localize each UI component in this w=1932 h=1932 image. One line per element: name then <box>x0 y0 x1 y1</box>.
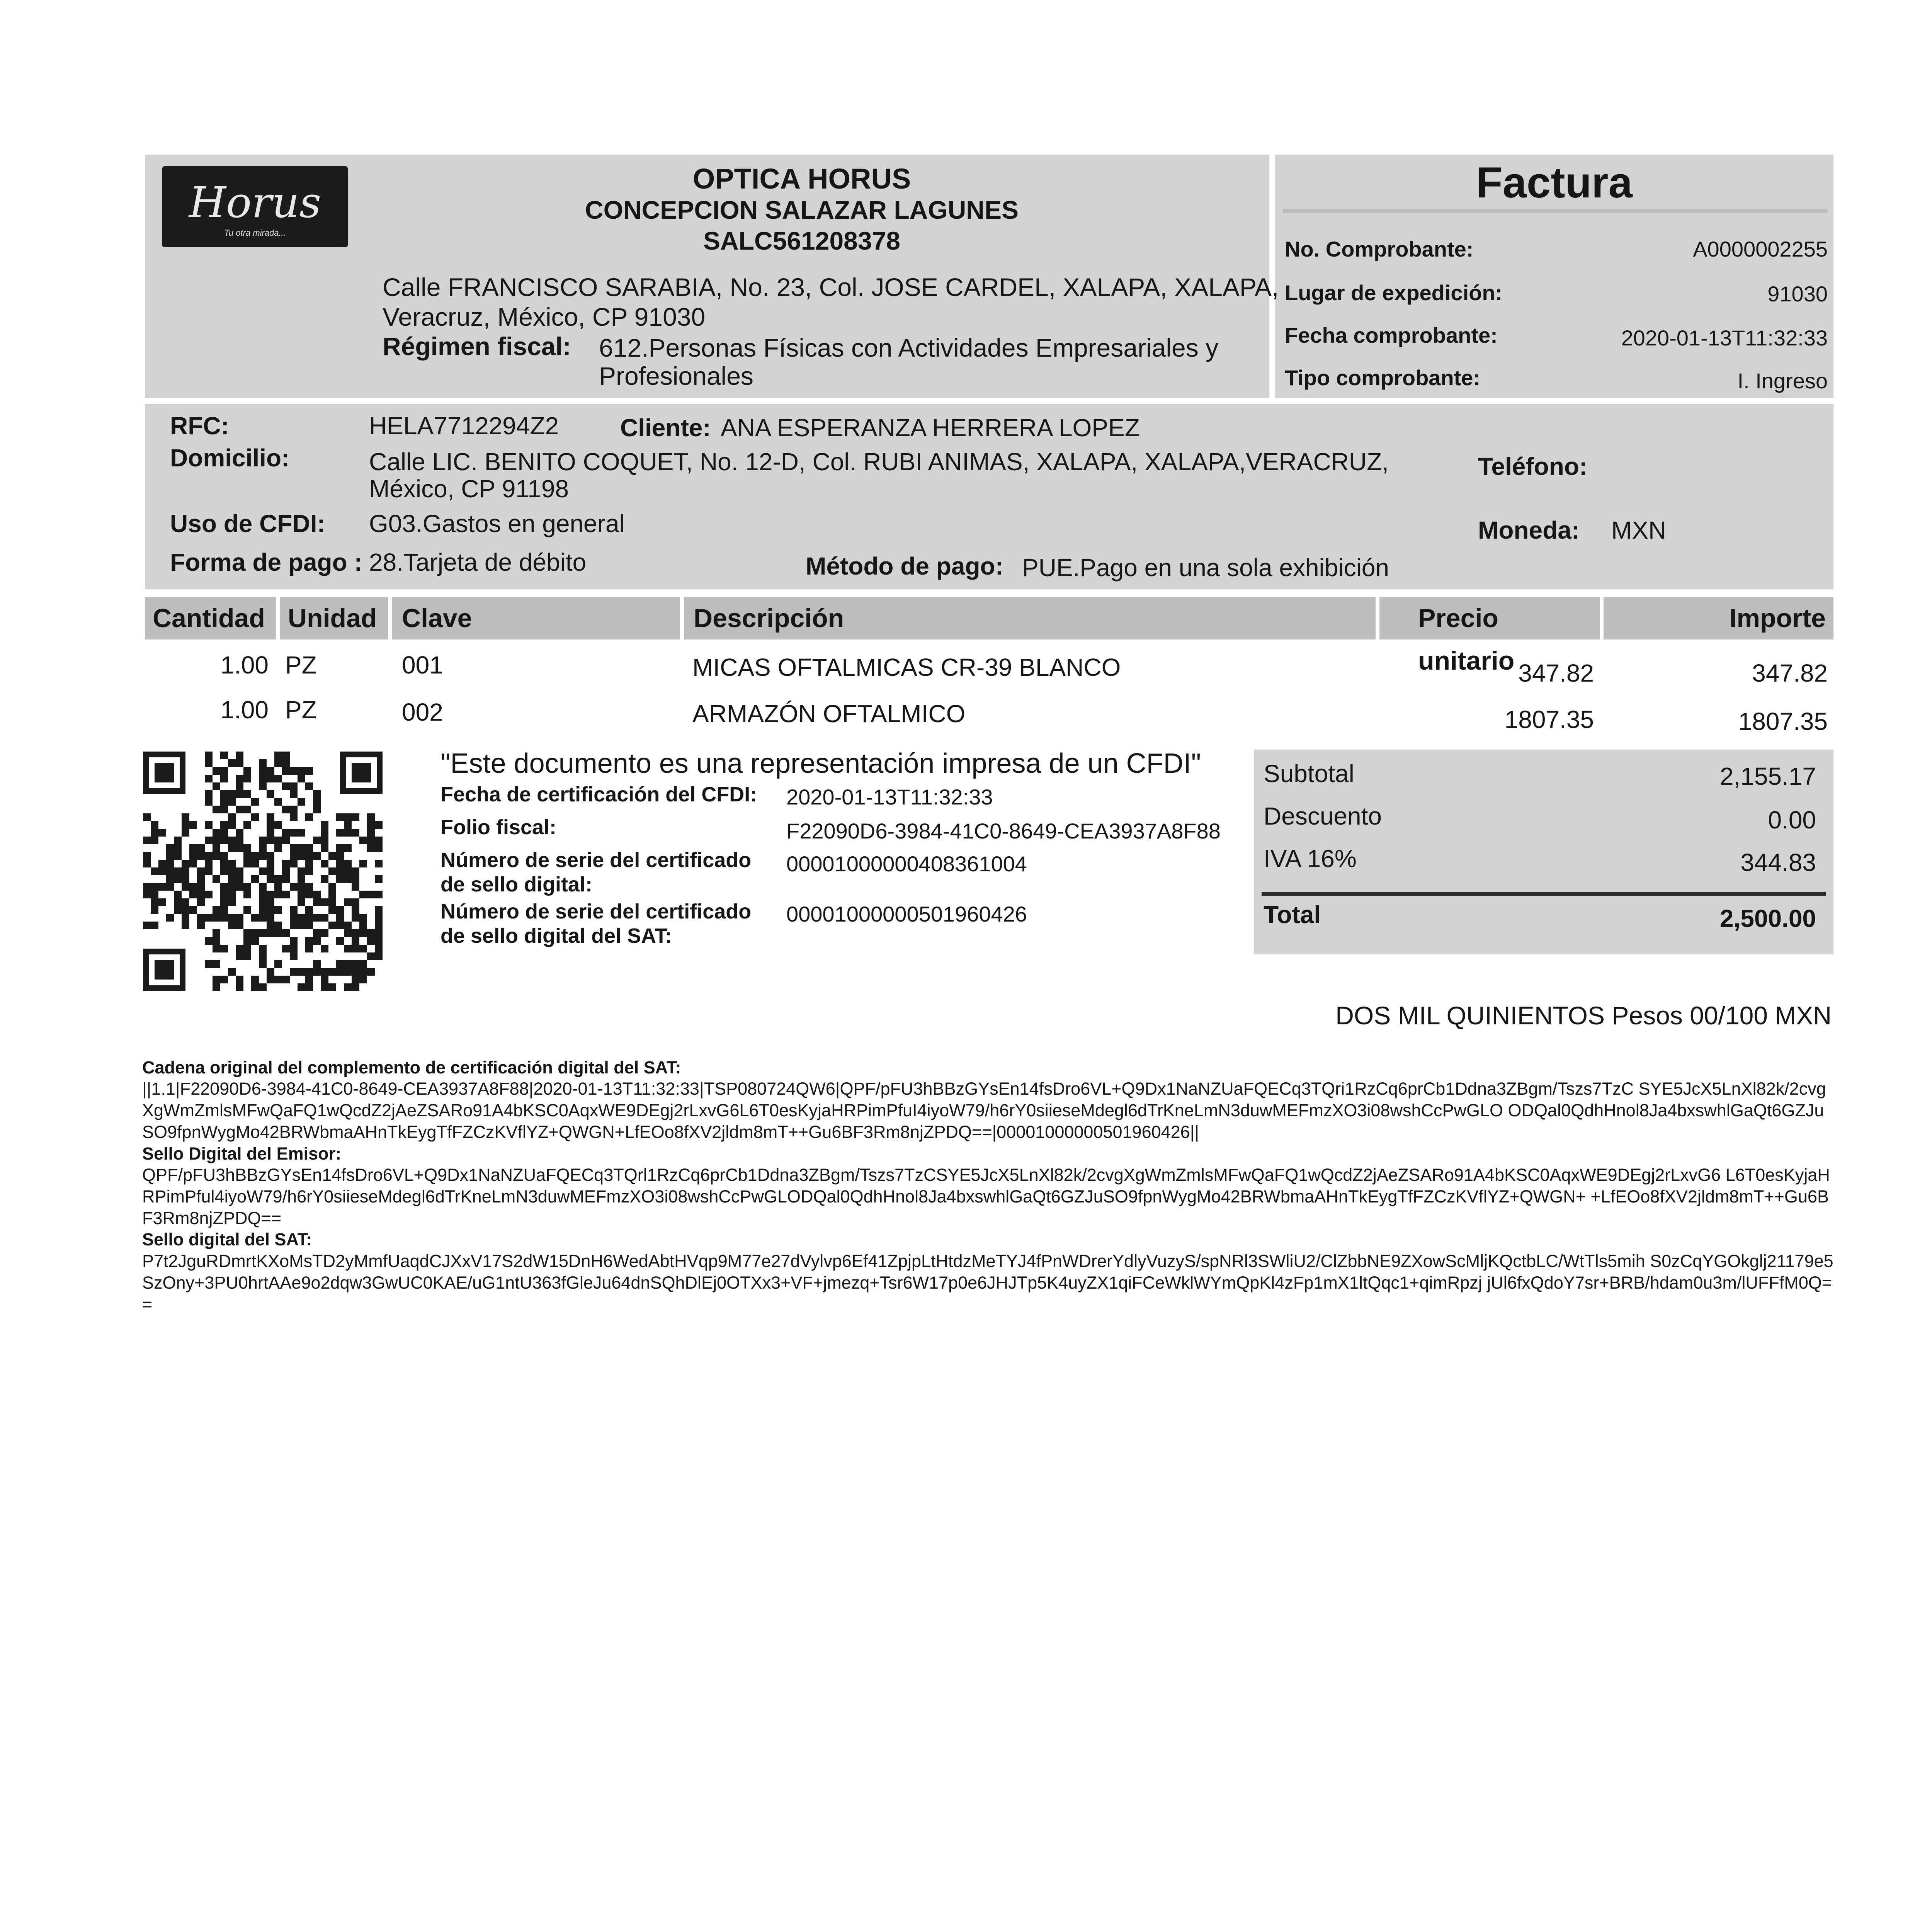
fecha-label: Fecha comprobante: <box>1285 323 1498 347</box>
issuer-address-line1: Calle FRANCISCO SARABIA, No. 23, Col. JOSE CARDEL, XALAPA, XALAPA, <box>383 273 1279 301</box>
sello-emisor-label: Sello Digital del Emisor: <box>142 1144 342 1163</box>
serie-label-2: de sello digital: <box>440 873 593 896</box>
comprobante-label: No. Comprobante: <box>1285 237 1474 261</box>
col-clave-header: Clave <box>392 597 680 639</box>
regimen-line2: Profesionales <box>599 362 753 390</box>
cell-unidad: PZ <box>285 651 317 679</box>
col-cantidad-header: Cantidad <box>145 597 276 639</box>
cell-precio: 1807.35 <box>1504 706 1594 733</box>
regimen-label: Régimen fiscal: <box>383 332 571 361</box>
qr-code <box>143 752 383 991</box>
company-logo <box>162 166 348 247</box>
uso-cfdi-label: Uso de CFDI: <box>170 510 325 537</box>
forma-pago-value: 28.Tarjeta de débito <box>369 548 587 576</box>
col-descripcion-header: Descripción <box>684 597 1376 639</box>
cell-clave: 001 <box>402 651 443 679</box>
fecha-cert-label: Fecha de certificación del CFDI: <box>440 783 757 806</box>
folio-value: F22090D6-3984-41C0-8649-CEA3937A8F88 <box>786 819 1221 843</box>
serie-value: 00001000000408361004 <box>786 852 1027 876</box>
cell-precio: 347.82 <box>1518 659 1594 687</box>
metodo-pago-label: Método de pago: <box>806 552 1003 580</box>
folio-label: Folio fiscal: <box>440 816 557 839</box>
cell-clave: 002 <box>402 698 443 726</box>
serie-sat-label-1: Número de serie del certificado <box>440 900 752 923</box>
telefono-label: Teléfono: <box>1478 452 1588 480</box>
domicilio-line2: México, CP 91198 <box>369 475 569 503</box>
issuer-rfc: SALC561208378 <box>703 226 901 255</box>
comprobante-value: A0000002255 <box>1693 237 1828 261</box>
issuer-address-line2: Veracruz, México, CP 91030 <box>383 303 706 331</box>
cell-unidad: PZ <box>285 696 317 724</box>
issuer-owner: CONCEPCION SALAZAR LAGUNES <box>585 196 1019 224</box>
uso-cfdi-value: G03.Gastos en general <box>369 510 625 537</box>
col-unidad-header: Unidad <box>280 597 388 639</box>
tipo-label: Tipo comprobante: <box>1285 366 1481 390</box>
domicilio-label: Domicilio: <box>170 444 290 472</box>
domicilio-line1: Calle LIC. BENITO COQUET, No. 12-D, Col. RUBI ANIMAS, XALAPA, XALAPA,VERACRUZ, <box>369 448 1389 476</box>
iva-label: IVA 16% <box>1264 845 1357 872</box>
totals-rule <box>1262 892 1826 896</box>
cliente-label: Cliente: <box>620 414 711 442</box>
sello-sat-value: P7t2JguRDmrtKXoMsTD2yMmfUaqdCJXxV17S2dW15DnH6WedAbtHVqp9M77e27dVylvp6Ef41ZpjpLtHtdzMeTYJ4fPnWDrerYdlyVuzyS/spNRl3SWliU2/ClZbbNE9ZXowScMljKQctbLC/WtTls5mih S0zCqYGOkglj21179e5SzOny+3PU0hrtAAe9o2dqw3GwUC0KAE/uG1ntU363fGleJu64dnSQhDlEj0OTXx3+VF+jmezq+Tsr6W17p0e6JHJTp5K4uyZX1qiFCeWklWYmQpKl4zFp1mX1ltQqc1+qimRpzj jUl6fxQdoY7sr+BRB/hdam0u3m/lUFFfM0Q== <box>142 1251 1833 1314</box>
lugar-value: 91030 <box>1767 282 1828 306</box>
logo-text: Horus <box>189 178 321 227</box>
sello-emisor-value: QPF/pFU3hBBzGYsEn14fsDro6VL+Q9Dx1NaNZUaFQECq3TQrl1RzCq6prCb1Ddna3ZBgm/Tszs7TzCSYE5JcX5LnXl82k/2cvgXgWmZmlsMFwQaFQ1wQcdZ2jAeZSARo91A4bKSC0AqxWE9DEgj2rLxvG6 L6T0esKyjaHRPimPful4iyoW79/h6rY0siieseMdegl6dTrKneLmN3duwMEFmzXO3i08wshCcPwGLODQal0QdhHnol8Ja4bxswhlGaQt6GZJuSO9fpnWygMo42BRWbmaAHnTkEygTfFZCzKVflYZ+QWGN+ +LfEOo8fXV2jldm8mT++Gu6BF3Rm8njZPDQ== <box>142 1165 1830 1228</box>
cell-importe: 1807.35 <box>1738 707 1828 735</box>
logo-tagline: Tu otra mirada... <box>224 228 286 238</box>
cliente-value: ANA ESPERANZA HERRERA LOPEZ <box>721 414 1140 442</box>
lugar-label: Lugar de expedición: <box>1285 281 1503 305</box>
moneda-value: MXN <box>1611 516 1667 544</box>
cfdi-note: "Este documento es una representación impresa de un CFDI" <box>440 748 1201 779</box>
total-value: 2,500.00 <box>1719 905 1816 932</box>
forma-pago-label: Forma de pago : <box>170 548 362 576</box>
cell-importe: 347.82 <box>1752 659 1828 687</box>
fecha-value: 2020-01-13T11:32:33 <box>1621 326 1828 350</box>
tipo-value: I. Ingreso <box>1737 369 1828 393</box>
serie-sat-value: 00001000000501960426 <box>786 902 1027 926</box>
col-importe-header: Importe <box>1604 597 1833 639</box>
cell-descripcion: ARMAZÓN OFTALMICO <box>692 700 966 728</box>
descuento-value: 0.00 <box>1768 806 1816 834</box>
fecha-cert-value: 2020-01-13T11:32:33 <box>786 785 993 809</box>
invoice-title: Factura <box>1476 158 1633 207</box>
cadena-value: ||1.1|F22090D6-3984-41C0-8649-CEA3937A8F88|2020-01-13T11:32:33|TSP080724QW6|QPF/pFU3hBBzGYsEn14fsDro6VL+Q9Dx1NaNZUaFQECq3TQri1RzCq6prCb1Ddna3ZBgm/Tszs7TzC SYE5JcX5LnXl82k/2cvgXgWmZmlsMFwQaFQ1wQcdZ2jAeZSARo91A4bKSC0AqxWE9DEgj2rLxvG6L6T0esKyjaHRPimPfuI4iyoW79/h6rY0siieseMdegl6dTrKneLmN3duwMEFmzXO3i08wshCcPwGLO ODQal0QdhHnol8Ja4bxswhlGaQt6GZJuSO9fpnWygMo42BRWbmaAHnTkEygTfFZCzKVflYZ+QWGN+LfEOo8fXV2jldm8mT++Gu6BF3Rm8njZPDQ==|00001000000501960426|| <box>142 1079 1826 1142</box>
metodo-pago-value: PUE.Pago en una sola exhibición <box>1022 554 1389 582</box>
cadena-label: Cadena original del complemento de certificación digital del SAT: <box>142 1058 681 1077</box>
regimen-line1: 612.Personas Físicas con Actividades Empresariales y <box>599 333 1219 362</box>
cell-cantidad: 1.00 <box>220 696 269 724</box>
sello-sat-label: Sello digital del SAT: <box>142 1230 312 1249</box>
total-label: Total <box>1264 901 1321 929</box>
serie-label-1: Número de serie del certificado <box>440 849 752 872</box>
subtotal-label: Subtotal <box>1264 760 1354 787</box>
iva-value: 344.83 <box>1740 849 1816 876</box>
rfc-label: RFC: <box>170 412 229 440</box>
rfc-value: HELA7712294Z2 <box>369 412 559 440</box>
moneda-label: Moneda: <box>1478 516 1580 544</box>
issuer-name: OPTICA HORUS <box>692 163 911 195</box>
total-in-words: DOS MIL QUINIENTOS Pesos 00/100 MXN <box>1335 1001 1832 1030</box>
descuento-label: Descuento <box>1264 802 1382 830</box>
subtotal-value: 2,155.17 <box>1719 762 1816 790</box>
invoice-title-band <box>1283 209 1828 213</box>
col-precio-header: Precio unitario <box>1379 597 1600 639</box>
cell-descripcion: MICAS OFTALMICAS CR-39 BLANCO <box>692 653 1121 681</box>
cell-cantidad: 1.00 <box>220 651 269 679</box>
serie-sat-label-2: de sello digital del SAT: <box>440 924 672 947</box>
